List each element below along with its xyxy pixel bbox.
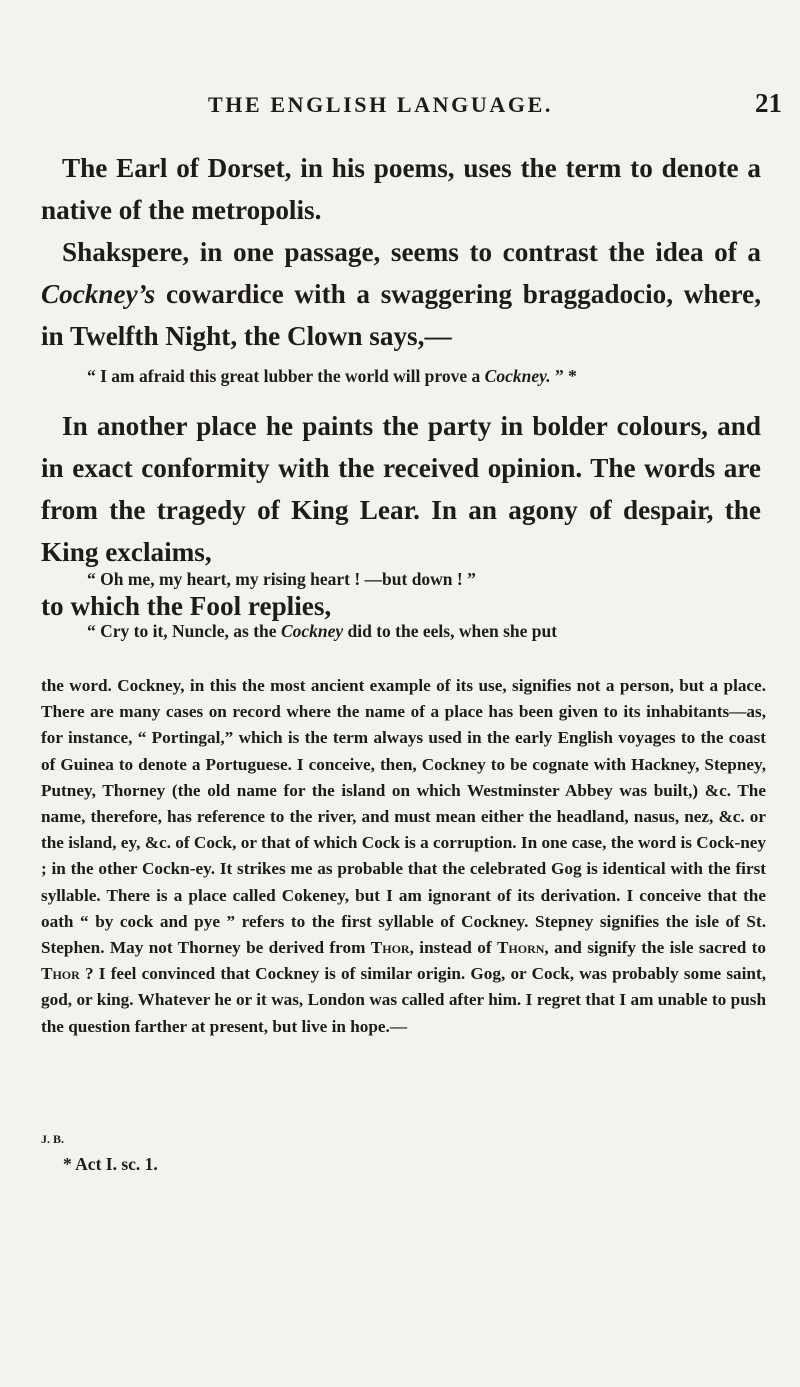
cockney-italic: Cockney. <box>484 366 551 386</box>
paragraph-dorset: The Earl of Dorset, in his poems, uses the term to denote a native of the metropolis. <box>41 153 761 225</box>
page-number: 21 <box>755 88 782 118</box>
paragraph-king-lear: In another place he paints the party in bolder colours, and in exact conformity with the received opinion. The words are from the tragedy of King Lear. In an agony of despair, the King exclaims, <box>41 411 761 567</box>
thor-small-caps-2: Thor <box>41 964 80 984</box>
cockneys-italic: Cockney’s <box>41 279 156 309</box>
quote-twelfth-night-text: “ I am afraid this great lubber the world will prove a <box>87 366 485 386</box>
footnote-body <box>41 673 766 1040</box>
thor-small-caps: Thor <box>370 938 410 958</box>
footnote-text-4: ? I feel convinced that Cockney is of similar origin. Gog, or Cock, was probably some saint, god, or king. Whatever he or it was, London was called after him. I regret that I am unable to push the question farther at present, but live in hope.— <box>41 964 766 1036</box>
paragraph-shakspere-text-2: cowardice with a swaggering braggadocio, where, in Twelfth Night, the Clown says,— <box>41 279 761 351</box>
running-header: THE ENGLISH LANGUAGE. <box>208 92 553 117</box>
paragraph-shakspere <box>41 231 761 357</box>
quote-fool-text: “ Cry to it, Nuncle, as the <box>87 621 281 641</box>
footnote-text-2: , instead of <box>409 938 497 958</box>
signature: J. B. <box>41 1132 65 1146</box>
cockney-italic-2: Cockney <box>280 621 344 641</box>
footnote-reference: * Act I. sc. 1. <box>63 1154 158 1174</box>
quote-twelfth-night <box>87 366 767 387</box>
quote-twelfth-night-end: ” * <box>550 366 577 386</box>
quote-fool <box>87 621 767 642</box>
paragraph-fool-replies: to which the Fool replies, <box>41 591 332 621</box>
quote-fool-end: did to the eels, when she put <box>343 621 558 641</box>
footnote-text-3: , and signify the isle sacred to <box>544 938 766 958</box>
footnote-text-1: the word. Cockney, in this the most ancient example of its use, signifies not a person, but a place. There are many cases on record where the name of a place has been given to its inhabitants—as, for instance, “ Portingal,” which is the term always used in the early English voyages to the coast of Guinea to denote a Portuguese. I conceive, then, Cockney to be cognate with Hackney, Stepney, Putney, Thorney (the old name for the island on which Westminster Abbey was built,) &c. The name, therefore, has reference to the river, and must mean either the headland, nasus, nez, &c. or the island, ey, &c. of Cock, or that of which Cock is a corruption. In one case, the word is Cock-ney ; in the other Cockn-ey. It strikes me as probable that the celebrated Gog is identical with the first syllable. There is a place called Cokeney, but I am ignorant of its derivation. I conceive that the oath “ by cock and pye ” refers to the first syllable of Cockney. Stepney signifies the isle of St. Stephen. May not Thorney be derived from <box>41 676 766 958</box>
quote-king-lear: “ Oh me, my heart, my rising heart ! —but down ! ” <box>87 569 476 589</box>
thorn-small-caps: Thorn <box>496 938 545 958</box>
paragraph-shakspere-text: Shakspere, in one passage, seems to contrast the idea of a <box>62 237 761 267</box>
